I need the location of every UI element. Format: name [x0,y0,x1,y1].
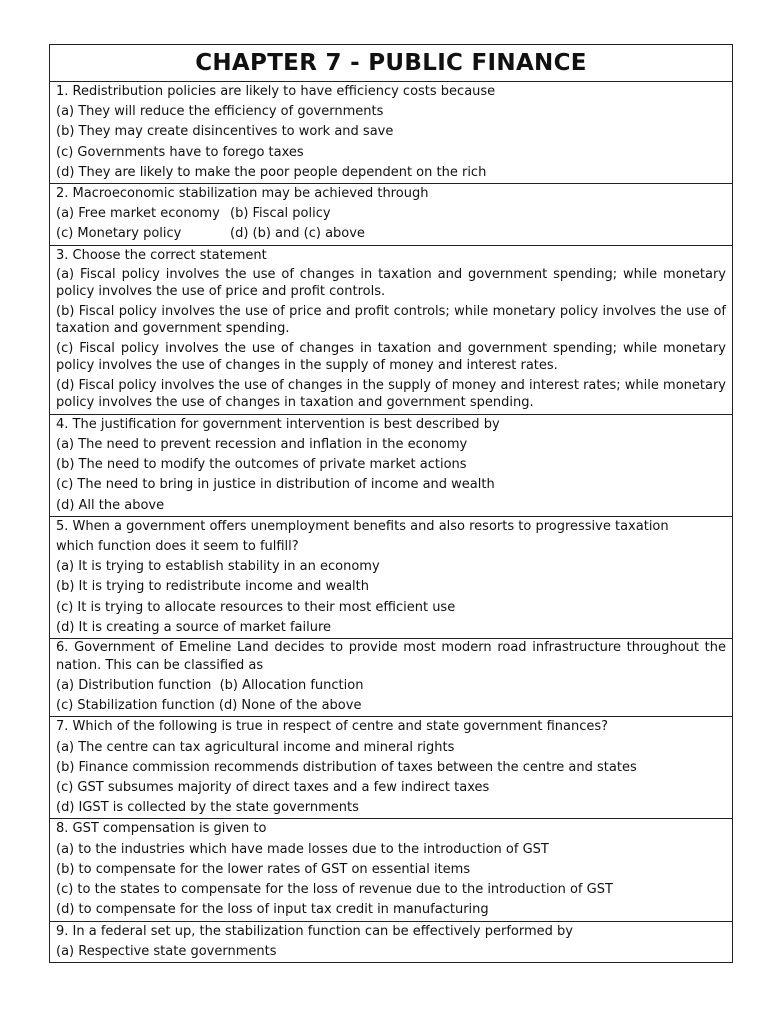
option-d: (d) They are likely to make the poor people dependent on the rich [56,164,487,180]
option-row-cd: (c) Stabilization function (d) None of the above [56,698,362,714]
option-b: (b) They may create disincentives to work and save [56,124,394,140]
option-c: (c) Fiscal policy involves the use of changes in taxation and government spending; while monetary policy involves the use of changes in the supply of money and interest rates. [56,340,726,374]
question-block-8 [50,819,732,921]
question-text-line-1: 5. When a government offers unemployment benefits and also resorts to progressive taxation [56,518,669,534]
option-a: (a) Fiscal policy involves the use of changes in taxation and government spending; while monetary policy involves the use of price and profit controls. [56,266,726,300]
question-text: 6. Government of Emeline Land decides to provide most modern road infrastructure throughout the nation. This can be classified as [56,640,726,673]
title-row [50,45,732,82]
option-b: (b) Fiscal policy [230,206,331,222]
option-a: (a) Respective state governments [56,943,277,959]
option-d: (d) Fiscal policy involves the use of changes in the supply of money and interest rates; while monetary policy involves the use of changes in taxation and government spending. [56,377,726,411]
option-c: (c) It is trying to allocate resources to their most efficient use [56,599,456,615]
question-text: 2. Macroeconomic stabilization may be achieved through [56,186,429,202]
option-d: (d) IGST is collected by the state governments [56,800,359,816]
question-text-line-2: which function does it seem to fulfill? [56,539,299,555]
option-b: (b) It is trying to redistribute income and wealth [56,579,370,595]
option-b: (b) Fiscal policy involves the use of price and profit controls; while monetary policy involves the use of taxation and government spending. [56,303,726,337]
option-b: (b) Finance commission recommends distribution of taxes between the centre and states [56,759,637,775]
question-block-9 [50,922,732,962]
option-a: (a) Free market economy [56,206,220,222]
question-text: 9. In a federal set up, the stabilization function can be effectively performed by [56,923,573,939]
option-b: (b) to compensate for the lower rates of GST on essential items [56,861,471,877]
question-text: 8. GST compensation is given to [56,821,267,837]
question-sheet [49,44,733,963]
page-title: CHAPTER 7 - PUBLIC FINANCE [195,50,587,76]
option-row [56,224,726,244]
option-c: (c) Monetary policy [56,226,182,242]
option-d: (d) (b) and (c) above [230,226,365,242]
option-d: (d) to compensate for the loss of input tax credit in manufacturing [56,902,489,918]
option-row [56,204,726,224]
question-text: 4. The justification for government intervention is best described by [56,416,500,432]
option-c: (c) The need to bring in justice in distribution of income and wealth [56,477,495,493]
option-b: (b) The need to modify the outcomes of private market actions [56,457,467,473]
option-d: (d) It is creating a source of market failure [56,619,332,635]
option-c: (c) Governments have to forego taxes [56,144,304,160]
question-block-4 [50,415,732,517]
option-a: (a) The centre can tax agricultural income and mineral rights [56,739,455,755]
option-a: (a) They will reduce the efficiency of governments [56,104,384,120]
question-text: 1. Redistribution policies are likely to have efficiency costs because [56,84,496,99]
question-text: 7. Which of the following is true in respect of centre and state government finances? [56,719,609,735]
question-block-5 [50,517,732,639]
option-a: (a) The need to prevent recession and inflation in the economy [56,437,468,453]
option-c: (c) GST subsumes majority of direct taxes and a few indirect taxes [56,780,490,796]
question-block-3 [50,246,732,415]
option-d: (d) All the above [56,497,165,513]
option-row-ab: (a) Distribution function (b) Allocation function [56,678,364,694]
question-block-7 [50,717,732,819]
option-a: (a) It is trying to establish stability in an economy [56,559,380,575]
question-text: 3. Choose the correct statement [56,247,267,263]
question-block-2 [50,184,732,246]
option-c: (c) to the states to compensate for the loss of revenue due to the introduction of GST [56,882,613,898]
option-a: (a) to the industries which have made losses due to the introduction of GST [56,841,549,857]
question-block-1 [50,82,732,184]
question-block-6 [50,639,732,717]
